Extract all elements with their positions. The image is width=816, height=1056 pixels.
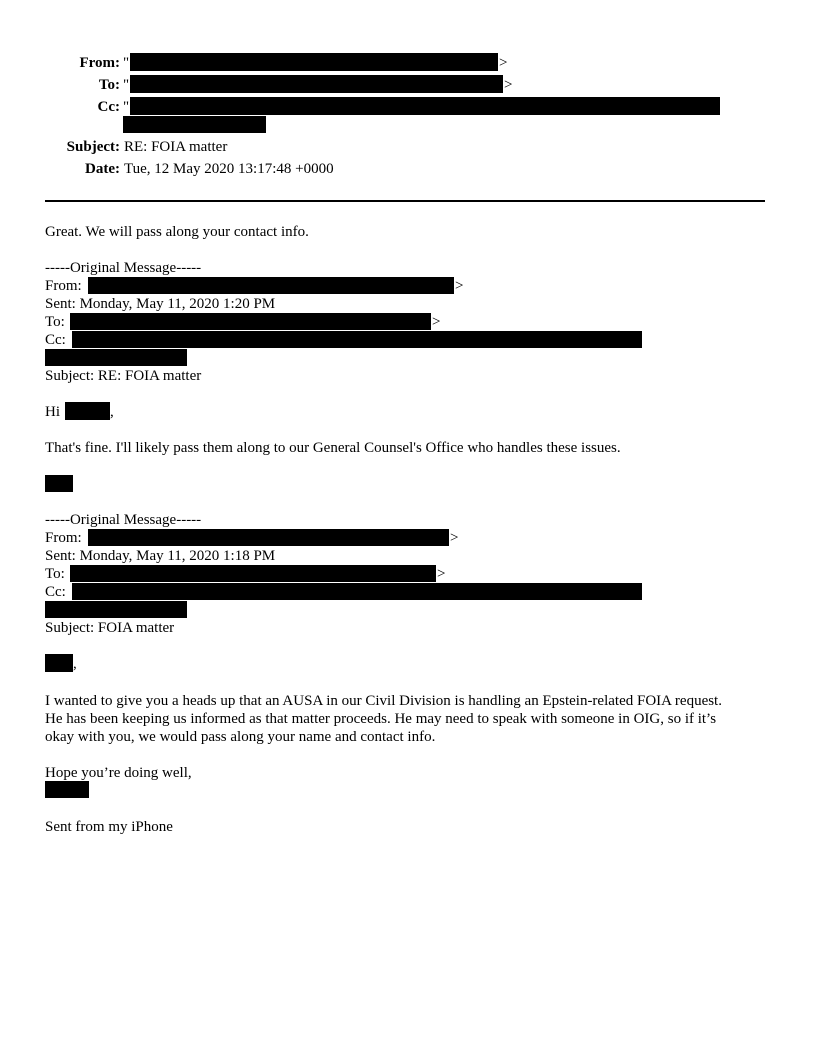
date-label: Date: <box>85 161 120 177</box>
orig1-to-label: To: <box>45 314 65 330</box>
cc-quote: " <box>123 99 130 115</box>
greeting-1: Hi <box>45 404 60 420</box>
message-line-3: okay with you, we would pass along your name and contact info. <box>45 729 436 745</box>
orig2-to-label: To: <box>45 566 65 582</box>
to-angle: > <box>504 77 513 93</box>
redacted-greeting-name-2 <box>45 654 73 672</box>
redacted-orig2-cc-cont <box>45 601 187 618</box>
from-label: From: <box>79 55 120 71</box>
orig1-subject: Subject: RE: FOIA matter <box>45 368 202 384</box>
orig2-subject: Subject: FOIA matter <box>45 620 175 636</box>
to-quote: " <box>123 77 130 93</box>
signature-footer: Sent from my iPhone <box>45 819 173 835</box>
orig1-sent: Sent: Monday, May 11, 2020 1:20 PM <box>45 296 276 312</box>
redacted-orig1-cc <box>72 331 642 348</box>
subject-label: Subject: <box>66 139 120 155</box>
redacted-orig1-to <box>70 313 431 330</box>
redacted-cc-address-cont <box>123 116 266 133</box>
redacted-cc-address <box>130 97 720 115</box>
subject-value: RE: FOIA matter <box>124 139 228 155</box>
greeting-2-comma: , <box>73 656 77 672</box>
orig1-to-angle: > <box>432 314 441 330</box>
message-line-1: I wanted to give you a heads up that an AUSA in our Civil Division is handling an Epstein-related FOIA request. <box>45 693 722 709</box>
redacted-orig2-cc <box>72 583 642 600</box>
redacted-from-address <box>130 53 498 71</box>
orig1-from-label: From: <box>45 278 82 294</box>
date-value: Tue, 12 May 2020 13:17:48 +0000 <box>124 161 334 177</box>
orig1-from-angle: > <box>455 278 464 294</box>
orig1-cc-label: Cc: <box>45 332 66 348</box>
redacted-to-address <box>130 75 503 93</box>
greeting-1-comma: , <box>110 404 114 420</box>
redacted-orig2-to <box>70 565 436 582</box>
cc-label: Cc: <box>97 99 120 115</box>
redacted-orig1-cc-cont <box>45 349 187 366</box>
redacted-greeting-name-1 <box>65 402 110 420</box>
original-message-header-2: -----Original Message----- <box>45 512 202 528</box>
orig2-to-angle: > <box>437 566 446 582</box>
header-divider <box>45 200 765 202</box>
reply-text-1: Great. We will pass along your contact info. <box>45 224 309 240</box>
original-message-header-1: -----Original Message----- <box>45 260 202 276</box>
message-line-2: He has been keeping us informed as that matter proceeds. He may need to speak with someone in OIG, so if it’s <box>45 711 717 727</box>
to-label: To: <box>98 77 120 93</box>
redacted-signature-2 <box>45 781 89 798</box>
orig2-sent: Sent: Monday, May 11, 2020 1:18 PM <box>45 548 276 564</box>
orig2-from-label: From: <box>45 530 82 546</box>
redacted-orig2-from <box>88 529 449 546</box>
orig2-cc-label: Cc: <box>45 584 66 600</box>
redacted-orig1-from <box>88 277 454 294</box>
reply-text-2: That's fine. I'll likely pass them along to our General Counsel's Office who handles these issues. <box>45 440 621 456</box>
orig2-from-angle: > <box>450 530 459 546</box>
from-angle: > <box>499 55 508 71</box>
from-quote: " <box>123 55 130 71</box>
closing: Hope you’re doing well, <box>45 765 192 781</box>
redacted-signature-1 <box>45 475 73 492</box>
